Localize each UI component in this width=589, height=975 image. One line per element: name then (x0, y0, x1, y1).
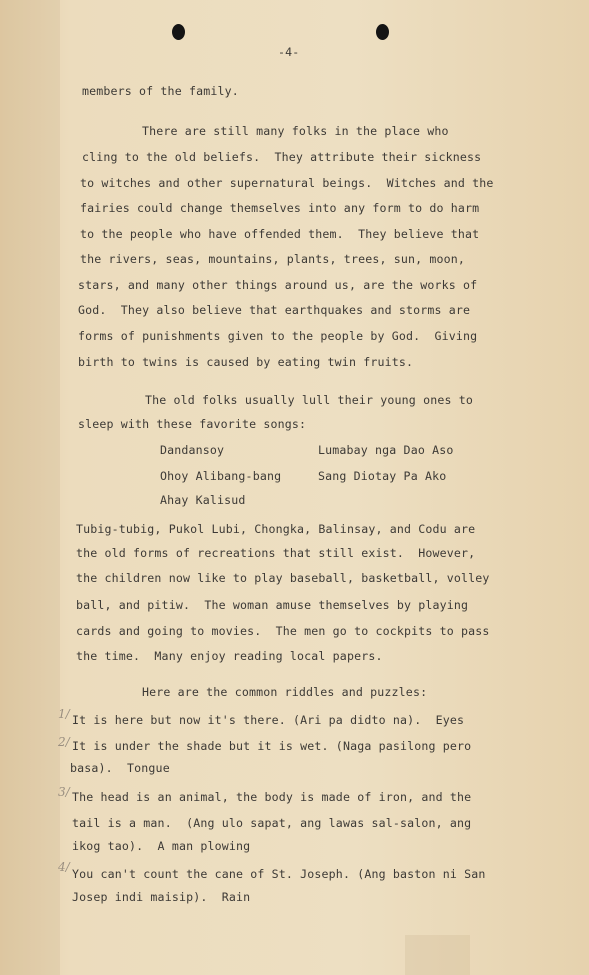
song-title: Ahay Kalisud (160, 493, 246, 507)
song-title: Sang Diotay Pa Ako (318, 469, 447, 483)
paragraph-line: the time. Many enjoy reading local papers. (76, 649, 383, 663)
paragraph-line: cards and going to movies. The men go to cockpits to pass (76, 624, 490, 638)
paper-stain (405, 935, 470, 975)
riddle-line: It is under the shade but it is wet. (Naga pasilong pero (72, 739, 472, 753)
riddle-marker: 4/ (58, 860, 70, 874)
paragraph-line: the old forms of recreations that still exist. However, (76, 546, 476, 560)
riddle-line: tail is a man. (Ang ulo sapat, ang lawas sal-salon, ang (72, 816, 472, 830)
paragraph-line: Here are the common riddles and puzzles: (142, 685, 428, 699)
paper-stain (0, 0, 60, 975)
paragraph-line: to witches and other supernatural beings. Witches and the (80, 176, 494, 190)
paragraph-line: the rivers, seas, mountains, plants, trees, sun, moon, (80, 252, 466, 266)
paragraph-line: forms of punishments given to the people by God. Giving (78, 329, 478, 343)
riddle-marker: 2/ (58, 735, 70, 749)
song-title: Ohoy Alibang-bang (160, 469, 282, 483)
paragraph-line: fairies could change themselves into any form to do harm (80, 201, 480, 215)
riddle-line: It is here but now it's there. (Ari pa didto na). Eyes (72, 713, 465, 727)
riddle-line: ikog tao). A man plowing (72, 839, 251, 853)
riddle-marker: 1/ (58, 707, 70, 721)
riddle-line: The head is an animal, the body is made of iron, and the (72, 790, 472, 804)
song-title: Lumabay nga Dao Aso (318, 443, 454, 457)
paragraph-line: ball, and pitiw. The woman amuse themselves by playing (76, 598, 469, 612)
paragraph-line: the children now like to play baseball, basketball, volley (76, 571, 490, 585)
paragraph-line: sleep with these favorite songs: (78, 417, 307, 431)
paragraph-line: to the people who have offended them. They believe that (80, 227, 480, 241)
paragraph-line: cling to the old beliefs. They attribute their sickness (82, 150, 482, 164)
punch-hole-left (172, 24, 185, 40)
paragraph-line: There are still many folks in the place who (142, 124, 449, 138)
paragraph-line: birth to twins is caused by eating twin fruits. (78, 355, 414, 369)
paragraph-line: stars, and many other things around us, are the works of (78, 278, 478, 292)
punch-hole-right (376, 24, 389, 40)
riddle-line: basa). Tongue (70, 761, 170, 775)
paragraph-line: God. They also believe that earthquakes and storms are (78, 303, 471, 317)
paragraph-line: The old folks usually lull their young ones to (145, 393, 473, 407)
page-number: -4- (278, 45, 300, 59)
paragraph-line: members of the family. (82, 84, 239, 98)
riddle-line: You can't count the cane of St. Joseph. (Ang baston ni San (72, 867, 486, 881)
riddle-marker: 3/ (58, 785, 70, 799)
paragraph-line: Tubig-tubig, Pukol Lubi, Chongka, Balinsay, and Codu are (76, 522, 476, 536)
song-title: Dandansoy (160, 443, 225, 457)
riddle-line: Josep indi maisip). Rain (72, 890, 251, 904)
